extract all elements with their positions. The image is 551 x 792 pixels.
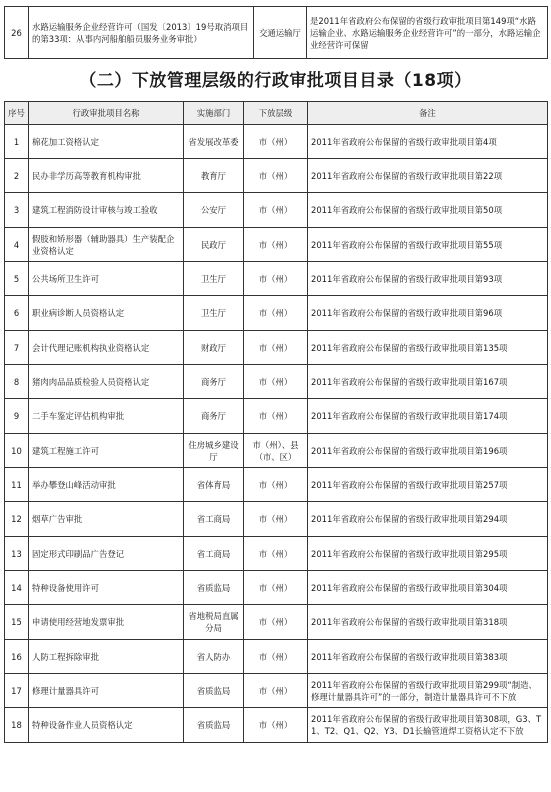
row-number: 1 xyxy=(5,125,29,159)
row-number: 15 xyxy=(5,605,29,640)
table-row xyxy=(5,262,548,296)
remark: 2011年省政府公布保留的省级行政审批项目第318项 xyxy=(308,605,548,640)
table-row xyxy=(5,537,548,571)
table-header-row xyxy=(5,102,548,125)
table-row xyxy=(5,7,548,59)
remark: 2011年省政府公布保留的省级行政审批项目第22项 xyxy=(308,159,548,193)
row-number: 14 xyxy=(5,571,29,605)
table-row xyxy=(5,193,548,228)
department: 卫生厅 xyxy=(184,296,244,331)
approval-items-table xyxy=(4,101,548,743)
row-number: 7 xyxy=(5,331,29,365)
remark: 是2011年省政府公布保留的省级行政审批项目第149项“水路运输企业、水路运输服务企业经营许可”的一部分，水路运输企业经营许可保留 xyxy=(307,7,548,59)
remark: 2011年省政府公布保留的省级行政审批项目第308项，G3、T1、T2、Q1、Q2、Y3、D1长输管道焊工资格认定不下放 xyxy=(308,708,548,743)
delegation-level: 市（州） xyxy=(244,262,308,296)
remark: 2011年省政府公布保留的省级行政审批项目第299项“制造、修理计量器具许可”的一部分，制造计量器具许可不下放 xyxy=(308,674,548,708)
table-row xyxy=(5,708,548,743)
remark: 2011年省政府公布保留的省级行政审批项目第50项 xyxy=(308,193,548,228)
row-number: 17 xyxy=(5,674,29,708)
row-number: 8 xyxy=(5,365,29,399)
item-name: 修理计量器具许可 xyxy=(29,674,184,708)
header-name: 行政审批项目名称 xyxy=(29,102,184,125)
row-number: 13 xyxy=(5,537,29,571)
remark: 2011年省政府公布保留的省级行政审批项目第55项 xyxy=(308,228,548,262)
department: 省人防办 xyxy=(184,640,244,674)
department: 商务厅 xyxy=(184,365,244,399)
department: 教育厅 xyxy=(184,159,244,193)
delegation-level: 市（州） xyxy=(244,365,308,399)
department: 省质监局 xyxy=(184,708,244,743)
remark: 2011年省政府公布保留的省级行政审批项目第295项 xyxy=(308,537,548,571)
item-name: 公共场所卫生许可 xyxy=(29,262,184,296)
delegation-level: 市（州） xyxy=(244,399,308,434)
delegation-level: 市（州） xyxy=(244,193,308,228)
table-row xyxy=(5,228,548,262)
row-number: 2 xyxy=(5,159,29,193)
delegation-level: 市（州） xyxy=(244,502,308,537)
remark: 2011年省政府公布保留的省级行政审批项目第196项 xyxy=(308,434,548,468)
row-number: 9 xyxy=(5,399,29,434)
remark: 2011年省政府公布保留的省级行政审批项目第167项 xyxy=(308,365,548,399)
row-number: 3 xyxy=(5,193,29,228)
table-row xyxy=(5,331,548,365)
department: 省质监局 xyxy=(184,571,244,605)
row-number: 6 xyxy=(5,296,29,331)
item-name: 棉花加工资格认定 xyxy=(29,125,184,159)
department: 交通运输厅 xyxy=(254,7,307,59)
delegation-level: 市（州） xyxy=(244,708,308,743)
remark: 2011年省政府公布保留的省级行政审批项目第304项 xyxy=(308,571,548,605)
item-name: 烟草广告审批 xyxy=(29,502,184,537)
header-remark: 备注 xyxy=(308,102,548,125)
department: 省地税局直属分局 xyxy=(184,605,244,640)
department: 省工商局 xyxy=(184,537,244,571)
row-number: 4 xyxy=(5,228,29,262)
delegation-level: 市（州） xyxy=(244,537,308,571)
table-row xyxy=(5,399,548,434)
section-title: （二）下放管理层级的行政审批项目目录（18项） xyxy=(79,71,472,91)
department: 公安厅 xyxy=(184,193,244,228)
item-name: 申请使用经营地发票审批 xyxy=(29,605,184,640)
delegation-level: 市（州） xyxy=(244,468,308,502)
row-number: 18 xyxy=(5,708,29,743)
item-name: 固定形式印刷品广告登记 xyxy=(29,537,184,571)
department: 卫生厅 xyxy=(184,262,244,296)
remark: 2011年省政府公布保留的省级行政审批项目第383项 xyxy=(308,640,548,674)
table-row xyxy=(5,125,548,159)
item-name: 建筑工程消防设计审核与竣工验收 xyxy=(29,193,184,228)
item-name: 特种设备作业人员资格认定 xyxy=(29,708,184,743)
item-name: 猪肉肉品品质检验人员资格认定 xyxy=(29,365,184,399)
department: 民政厅 xyxy=(184,228,244,262)
item-name: 建筑工程施工许可 xyxy=(29,434,184,468)
table-row xyxy=(5,605,548,640)
remark: 2011年省政府公布保留的省级行政审批项目第93项 xyxy=(308,262,548,296)
item-name: 民办非学历高等教育机构审批 xyxy=(29,159,184,193)
department: 商务厅 xyxy=(184,399,244,434)
delegation-level: 市（州） xyxy=(244,228,308,262)
table-row xyxy=(5,674,548,708)
department: 省工商局 xyxy=(184,502,244,537)
delegation-level: 市（州） xyxy=(244,331,308,365)
item-name: 举办攀登山峰活动审批 xyxy=(29,468,184,502)
delegation-level: 市（州） xyxy=(244,640,308,674)
table-row xyxy=(5,468,548,502)
delegation-level: 市（州） xyxy=(244,674,308,708)
item-name: 会计代理记账机构执业资格认定 xyxy=(29,331,184,365)
remark: 2011年省政府公布保留的省级行政审批项目第257项 xyxy=(308,468,548,502)
table-row xyxy=(5,159,548,193)
row-number: 26 xyxy=(5,7,29,59)
item-name: 假肢和矫形器（辅助器具）生产装配企业资格认定 xyxy=(29,228,184,262)
item-name: 二手车鉴定评估机构审批 xyxy=(29,399,184,434)
delegation-level: 市（州） xyxy=(244,125,308,159)
delegation-level: 市（州） xyxy=(244,159,308,193)
table-row xyxy=(5,365,548,399)
remark: 2011年省政府公布保留的省级行政审批项目第96项 xyxy=(308,296,548,331)
row-number: 12 xyxy=(5,502,29,537)
department: 省体育局 xyxy=(184,468,244,502)
remark: 2011年省政府公布保留的省级行政审批项目第4项 xyxy=(308,125,548,159)
delegation-level: 市（州）、县（市、区） xyxy=(244,434,308,468)
row-number: 16 xyxy=(5,640,29,674)
remark: 2011年省政府公布保留的省级行政审批项目第174项 xyxy=(308,399,548,434)
delegation-level: 市（州） xyxy=(244,571,308,605)
table-row xyxy=(5,640,548,674)
header-level: 下放层级 xyxy=(244,102,308,125)
item-name: 人防工程拆除审批 xyxy=(29,640,184,674)
item-name: 特种设备使用许可 xyxy=(29,571,184,605)
top-continuation-table xyxy=(4,6,548,59)
item-name: 水路运输服务企业经营许可（国发〔2013〕19号取消项目的第33项：从事内河船舶船员服务业务审批） xyxy=(29,7,254,59)
table-row xyxy=(5,502,548,537)
item-name: 职业病诊断人员资格认定 xyxy=(29,296,184,331)
delegation-level: 市（州） xyxy=(244,296,308,331)
department: 省发展改革委 xyxy=(184,125,244,159)
row-number: 5 xyxy=(5,262,29,296)
delegation-level: 市（州） xyxy=(244,605,308,640)
department: 财政厅 xyxy=(184,331,244,365)
header-number: 序号 xyxy=(5,102,29,125)
header-department: 实施部门 xyxy=(184,102,244,125)
remark: 2011年省政府公布保留的省级行政审批项目第294项 xyxy=(308,502,548,537)
remark: 2011年省政府公布保留的省级行政审批项目第135项 xyxy=(308,331,548,365)
department: 省质监局 xyxy=(184,674,244,708)
table-row xyxy=(5,571,548,605)
table-row xyxy=(5,434,548,468)
row-number: 11 xyxy=(5,468,29,502)
table-row xyxy=(5,296,548,331)
row-number: 10 xyxy=(5,434,29,468)
department: 住房城乡建设厅 xyxy=(184,434,244,468)
